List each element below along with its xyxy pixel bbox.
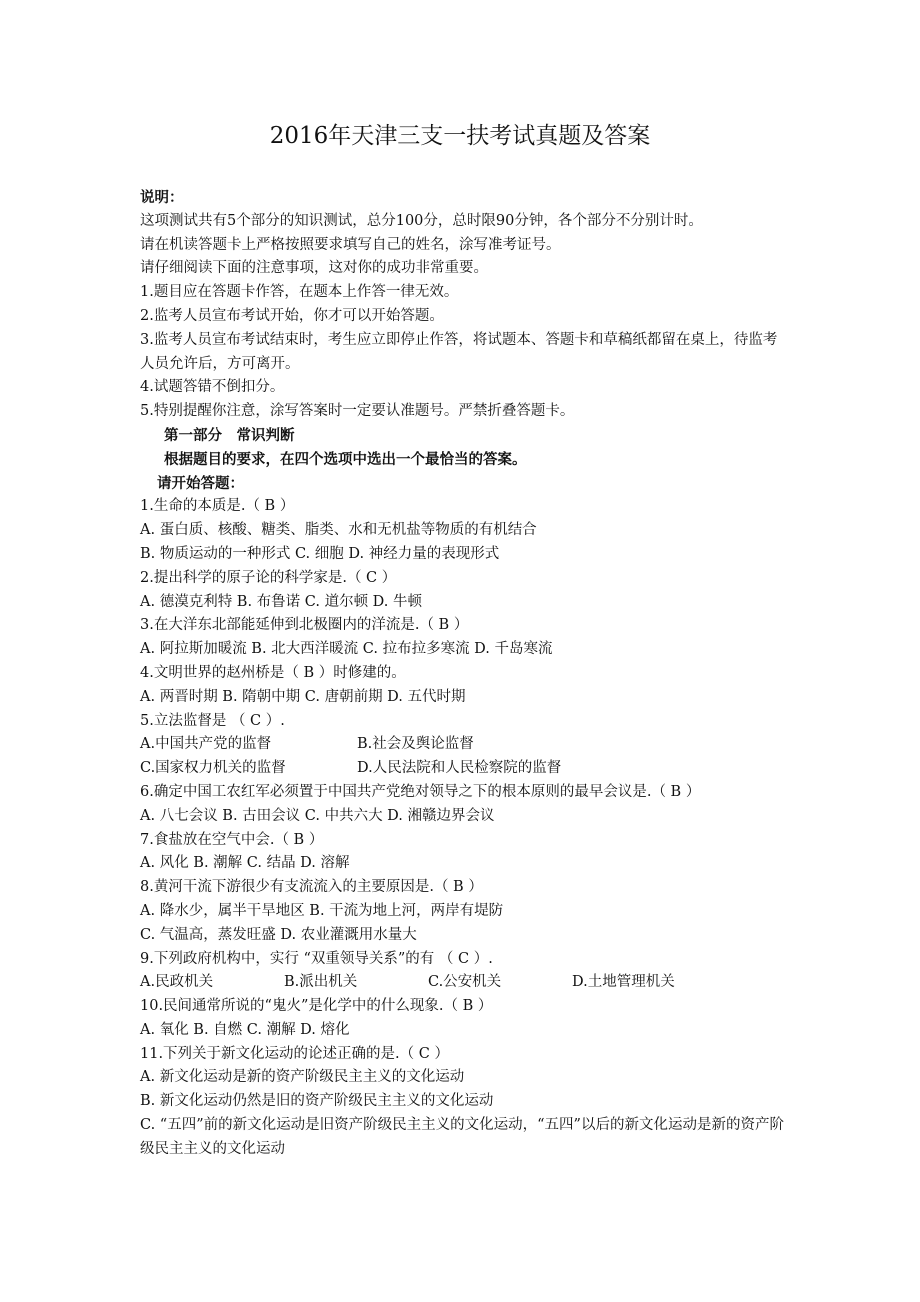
notice-item: 3.监考人员宣布考试结束时，考生应立即停止作答，将试题本、答题卡和草稿纸都留在桌上，待监考人员允许后，方可离开。 [140, 331, 778, 372]
notice-item: 2.监考人员宣布考试开始，你才可以开始答题。 [140, 307, 444, 324]
start-prompt: 请开始答题： [157, 474, 244, 492]
question-options: A. 两晋时期 B. 隋朝中期 C. 唐朝前期 D. 五代时期 [140, 688, 466, 705]
question-options: A. 风化 B. 潮解 C. 结晶 D. 溶解 [140, 855, 350, 872]
question-options: B. 物质运动的一种形式 C. 细胞 D. 神经力量的表现形式 [140, 545, 500, 562]
document-body [140, 186, 785, 1162]
question-options: A. 八七会议 B. 古田会议 C. 中共六大 D. 湘赣边界会议 [140, 807, 495, 824]
question-option: B. 新文化运动仍然是旧的资产阶级民主主义的文化运动 [140, 1093, 494, 1110]
question-options: A. 降水少，属半干旱地区 B. 干流为地上河，两岸有堤防 [140, 902, 504, 919]
notice-item: 1.题目应在答题卡作答，在题本上作答一律无效。 [140, 284, 459, 301]
question-option: C.公安机关 [428, 974, 502, 991]
question-option: C. “五四”前的新文化运动是旧资产阶级民主主义的文化运动，“五四”以后的新文化运动是新的资产阶级民主主义的文化运动 [140, 1117, 784, 1157]
notice-item: 5.特别提醒你注意，涂写答案时一定要认准题号。严禁折叠答题卡。 [140, 403, 575, 420]
section-title: 第一部分 常识判断 [164, 426, 295, 444]
notice-item: 4.试题答错不倒扣分。 [140, 379, 285, 396]
question-stem: 5.立法监督是 （ C ）. [140, 712, 285, 729]
section-instruction: 根据题目的要求，在四个选项中选出一个最恰当的答案。 [164, 450, 527, 468]
question-stem: 2.提出科学的原子论的科学家是.（ C ） [140, 569, 397, 586]
question-stem: 8.黄河干流下游很少有支流流入的主要原因是.（ B ） [140, 879, 483, 896]
question-option: D.土地管理机关 [572, 974, 675, 991]
question-stem: 6.确定中国工农红军必须置于中国共产党绝对领导之下的根本原则的最早会议是.（ B ） [140, 783, 701, 800]
question-stem: 10.民间通常所说的“鬼火”是化学中的什么现象.（ B ） [140, 998, 493, 1015]
question-options: A. 阿拉斯加暖流 B. 北大西洋暖流 C. 拉布拉多寒流 D. 千岛寒流 [140, 641, 553, 658]
question-options: A. 氧化 B. 自燃 C. 潮解 D. 熔化 [140, 1021, 350, 1038]
intro-heading: 说明： [140, 189, 184, 206]
question-stem: 7.食盐放在空气中会.（ B ） [140, 831, 324, 848]
question-stem: 4.文明世界的赵州桥是（ B ）时修建的。 [140, 664, 406, 681]
question-option: A. 新文化运动是新的资产阶级民主主义的文化运动 [140, 1069, 465, 1086]
question-option: C.国家权力机关的监督 [140, 760, 286, 777]
question-option: D.人民法院和人民检察院的监督 [357, 760, 562, 777]
question-options: A. 德漠克利特 B. 布鲁诺 C. 道尔顿 D. 牛顿 [140, 593, 423, 610]
question-stem: 1.生命的本质是.（ B ） [140, 498, 295, 515]
question-option: A. 蛋白质、核酸、糖类、脂类、水和无机盐等物质的有机结合 [140, 522, 537, 539]
question-option-row [140, 971, 785, 995]
question-option: B.社会及舆论监督 [357, 736, 474, 753]
question-stem: 3.在大洋东北部能延伸到北极圈内的洋流是.（ B ） [140, 617, 469, 634]
question-option-row [140, 733, 785, 757]
page-title: 2016年天津三支一扶考试真题及答案 [269, 123, 651, 149]
question-stem: 11.下列关于新文化运动的论述正确的是.（ C ） [140, 1045, 449, 1062]
question-stem: 9.下列政府机构中，实行 “双重领导关系”的有 （ C ）. [140, 950, 493, 967]
question-option: B.派出机关 [284, 974, 358, 991]
question-option-row [140, 757, 785, 781]
intro-line: 这项测试共有5个部分的知识测试，总分100分，总时限90分钟，各个部分不分别计时。 [140, 212, 703, 229]
intro-line: 请在机读答题卡上严格按照要求填写自己的姓名，涂写准考证号。 [140, 236, 561, 253]
question-option: A.中国共产党的监督 [140, 736, 272, 753]
question-option: A.民政机关 [140, 974, 214, 991]
question-options: C. 气温高，蒸发旺盛 D. 农业灌溉用水量大 [140, 926, 417, 943]
intro-line: 请仔细阅读下面的注意事项，这对你的成功非常重要。 [140, 260, 488, 277]
